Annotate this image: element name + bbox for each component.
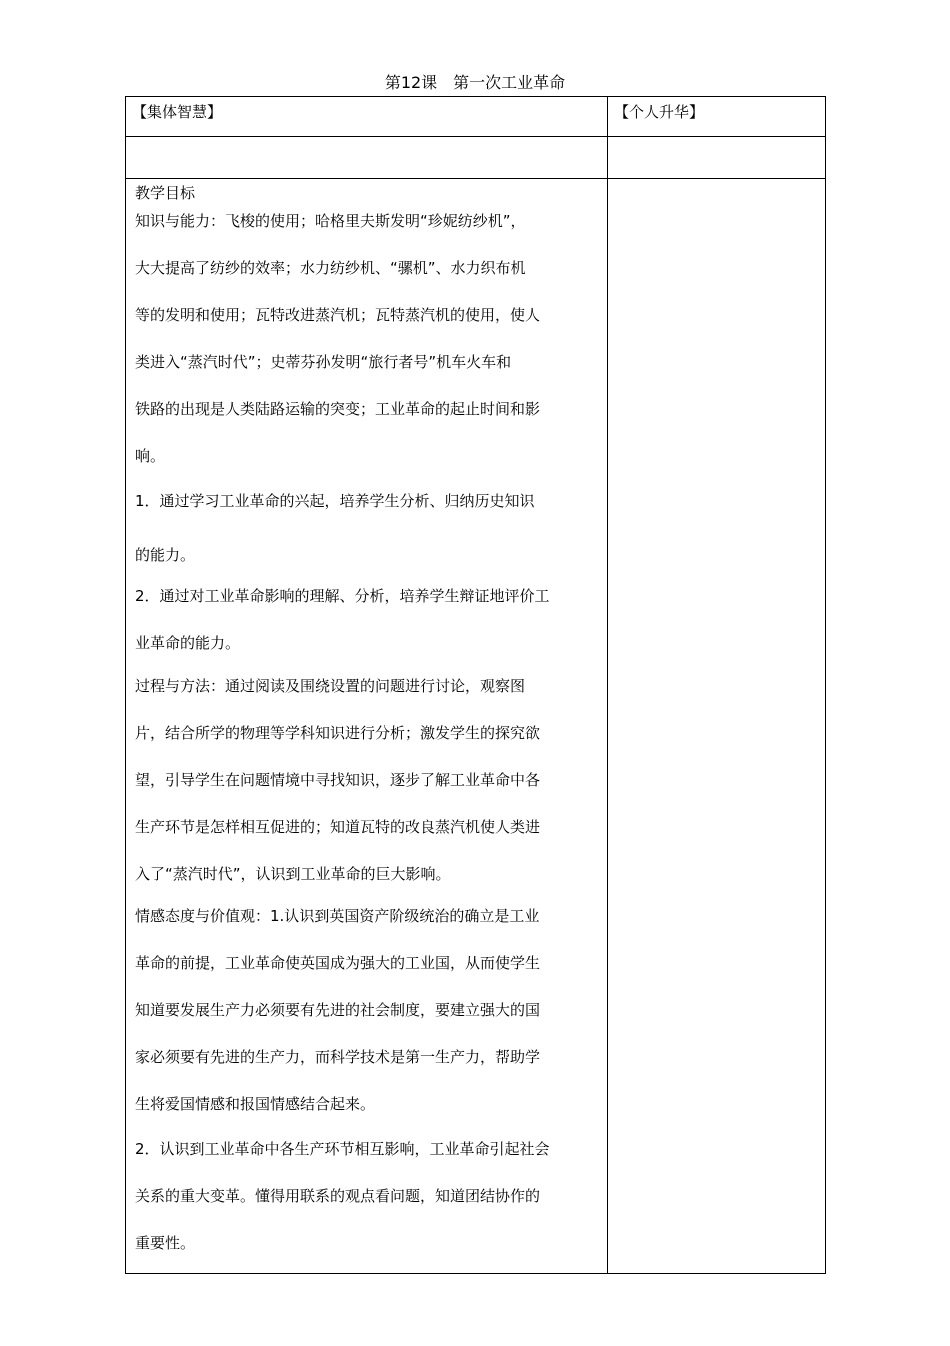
page-title: 第12课 第一次工业革命	[384, 73, 566, 92]
knowledge-line: 等的发明和使用；瓦特改进蒸汽机；瓦特蒸汽机的使用，使人	[135, 306, 541, 324]
process-line: 入了“蒸汽时代”，认识到工业革命的巨大影响。	[135, 865, 451, 883]
process-line: 生产环节是怎样相互促进的；知道瓦特的改良蒸汽机使人类进	[135, 818, 541, 836]
emotion-item-2-cont: 关系的重大变革。懂得用联系的观点看问题，知道团结协作的	[135, 1187, 541, 1205]
header-right: 【个人升华】	[608, 97, 826, 137]
emotion-line: 革命的前提，工业革命使英国成为强大的工业国，从而使学生	[135, 954, 541, 972]
lesson-table	[125, 96, 826, 1274]
objective-item-2-cont: 业革命的能力。	[135, 634, 241, 652]
process-line: 望，引导学生在问题情境中寻找知识，逐步了解工业革命中各	[135, 771, 541, 789]
objective-item-2: 2．通过对工业革命影响的理解、分析，培养学生辩证地评价工	[135, 587, 550, 605]
emotion-item-2-cont: 重要性。	[135, 1234, 196, 1252]
knowledge-line: 响。	[135, 447, 166, 465]
knowledge-line: 大大提高了纺纱的效率；水力纺纱机、“骡机”、水力织布机	[135, 259, 526, 277]
knowledge-line: 知识与能力：飞梭的使用；哈格里夫斯发明“珍妮纺纱机”，	[135, 212, 526, 230]
personal-notes-cell	[608, 179, 826, 1274]
header-left: 【集体智慧】	[126, 97, 608, 137]
emotion-line: 生将爱国情感和报国情感结合起来。	[135, 1095, 376, 1113]
objective-item-1-cont: 的能力。	[135, 546, 196, 564]
header-row	[126, 97, 826, 137]
empty-row	[126, 137, 826, 179]
emotion-line: 情感态度与价值观：1.认识到英国资产阶级统治的确立是工业	[135, 907, 540, 925]
content-row	[126, 179, 826, 1274]
emotion-item-2: 2．认识到工业革命中各生产环节相互影响，工业革命引起社会	[135, 1140, 550, 1158]
objective-item-1: 1．通过学习工业革命的兴起，培养学生分析、归纳历史知识	[135, 492, 535, 510]
process-line: 过程与方法：通过阅读及围绕设置的问题进行讨论，观察图	[135, 677, 526, 695]
empty-cell-right	[608, 137, 826, 179]
emotion-line: 家必须要有先进的生产力，而科学技术是第一生产力，帮助学	[135, 1048, 541, 1066]
section-heading: 教学目标	[135, 184, 196, 202]
emotion-line: 知道要发展生产力必须要有先进的社会制度，要建立强大的国	[135, 1001, 541, 1019]
process-line: 片，结合所学的物理等学科知识进行分析；激发学生的探究欲	[135, 724, 541, 742]
content-cell	[126, 179, 608, 1274]
knowledge-line: 类进入“蒸汽时代”；史蒂芬孙发明“旅行者号”机车火车和	[135, 353, 512, 371]
empty-cell-left	[126, 137, 608, 179]
knowledge-line: 铁路的出现是人类陆路运输的突变；工业革命的起止时间和影	[135, 400, 541, 418]
